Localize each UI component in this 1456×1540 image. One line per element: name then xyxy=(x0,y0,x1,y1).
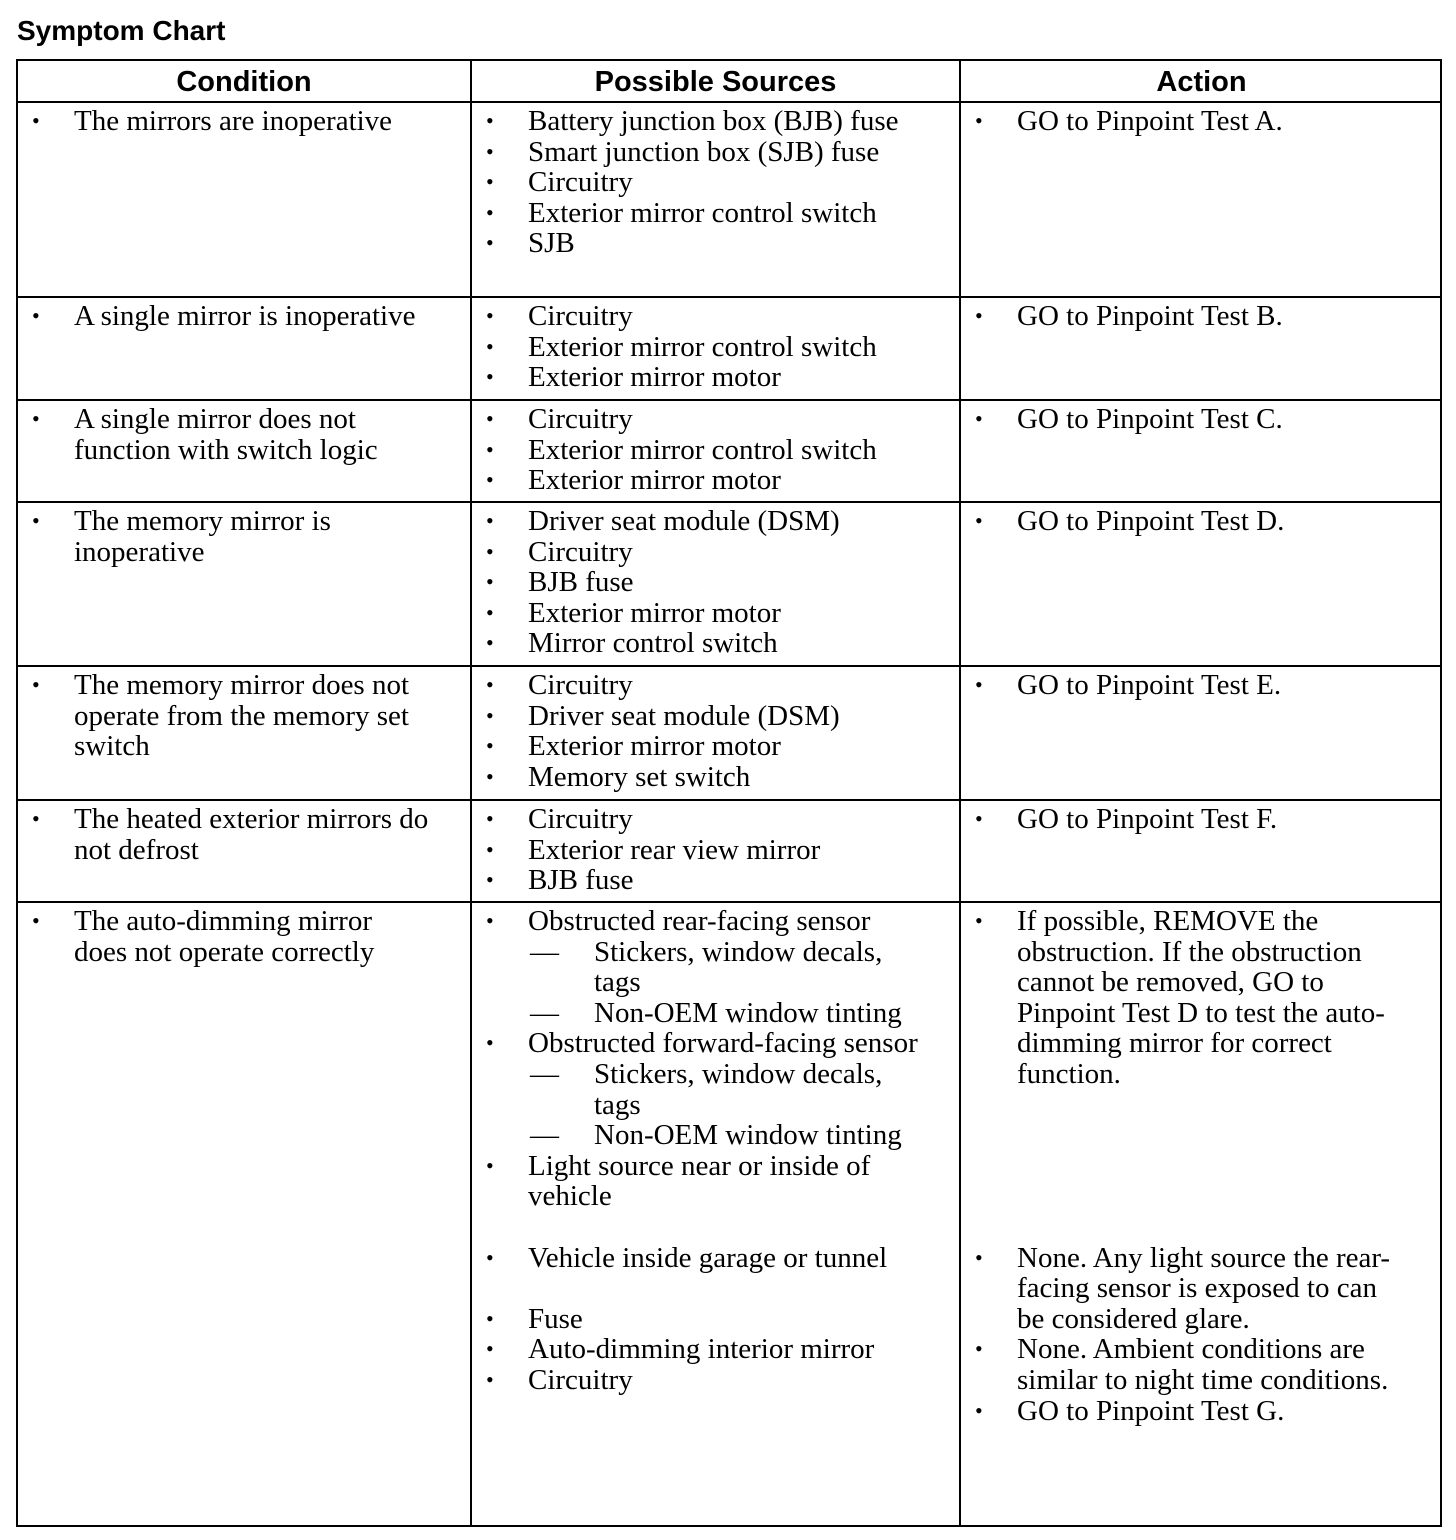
list-item: • Circuitry xyxy=(486,166,633,199)
row-5-condition xyxy=(18,670,463,762)
list-item: • The mirrors are inoperative xyxy=(32,105,393,137)
list-item: • Exterior mirror motor xyxy=(486,464,781,497)
list-item: • GO to Pinpoint Test A. xyxy=(975,105,1283,137)
list-item: • Obstructed forward-facing sensor xyxy=(486,1027,918,1060)
row-3-condition xyxy=(18,404,418,465)
list-item: • None. Any light source the rear-facing sensor is exposed to can be considered glare. xyxy=(975,1241,1391,1335)
row-5-sources xyxy=(472,670,922,792)
list-item: • Exterior mirror motor xyxy=(486,730,781,763)
list-item: • A single mirror does not function with switch logic xyxy=(32,403,378,466)
list-item: • Memory set switch xyxy=(486,760,751,793)
row-4-action xyxy=(961,506,1401,537)
sub-list-item: — Non-OEM window tinting xyxy=(530,1119,902,1152)
list-item: • BJB fuse xyxy=(486,566,634,599)
row-divider xyxy=(18,501,1440,503)
row-5-action xyxy=(961,670,1401,701)
sub-list-item: — Stickers, window decals, tags xyxy=(530,1057,883,1121)
row-4-sources xyxy=(472,506,922,659)
row-1-action xyxy=(961,106,1401,137)
list-item: • The heated exterior mirrors do not defrost xyxy=(32,803,429,866)
list-item: • Exterior mirror control switch xyxy=(486,433,877,466)
list-item: • A single mirror is inoperative xyxy=(32,300,416,332)
row-7-condition xyxy=(18,906,418,967)
symptom-table xyxy=(16,59,1442,1527)
list-item: • The auto-dimming mirror does not operate correctly xyxy=(32,905,375,968)
header-action: Action xyxy=(1156,66,1247,98)
list-item: • None. Ambient conditions are similar to night time conditions. xyxy=(975,1333,1389,1396)
list-item: • Circuitry xyxy=(486,1363,633,1396)
row-6-condition xyxy=(18,804,438,865)
row-divider xyxy=(18,296,1440,298)
list-item: • Auto-dimming interior mirror xyxy=(486,1333,875,1366)
row-divider xyxy=(18,399,1440,401)
list-item: • Circuitry xyxy=(486,535,633,568)
list-item: • BJB fuse xyxy=(486,864,634,897)
chart-title: Symptom Chart xyxy=(17,15,226,46)
list-item: • Vehicle inside garage or tunnel xyxy=(486,1241,888,1274)
row-3-action xyxy=(961,404,1401,435)
list-item: • GO to Pinpoint Test C. xyxy=(975,403,1283,435)
list-item: • GO to Pinpoint Test D. xyxy=(975,505,1285,537)
row-7-sources xyxy=(472,906,922,1396)
list-item: • Exterior rear view mirror xyxy=(486,833,821,866)
list-item: • Circuitry xyxy=(486,803,633,835)
list-item: • Smart junction box (SJB) fuse xyxy=(486,135,880,168)
list-item: • GO to Pinpoint Test F. xyxy=(975,803,1278,835)
list-item: • Circuitry xyxy=(486,669,633,701)
list-item: • Exterior mirror motor xyxy=(486,361,781,394)
list-item: • The memory mirror does not operate from the memory set switch xyxy=(32,669,410,763)
list-item: • GO to Pinpoint Test B. xyxy=(975,300,1283,332)
row-2-condition xyxy=(18,301,463,332)
list-item: • Mirror control switch xyxy=(486,627,778,660)
row-divider xyxy=(18,665,1440,667)
row-2-sources xyxy=(472,301,922,393)
list-item: • Exterior mirror motor xyxy=(486,596,781,629)
list-item: • If possible, REMOVE the obstruction. If the obstruction cannot be removed, GO to Pinpoint Test D to test the auto-dimming mirror for correct function. xyxy=(975,905,1385,1090)
list-item: • Circuitry xyxy=(486,300,633,332)
row-1-condition xyxy=(18,106,463,137)
list-item: • Obstructed rear-facing sensor xyxy=(486,905,871,937)
list-item: • Circuitry xyxy=(486,403,633,435)
row-6-action xyxy=(961,804,1401,835)
row-6-sources xyxy=(472,804,922,896)
row-divider xyxy=(18,799,1440,801)
list-item: • GO to Pinpoint Test E. xyxy=(975,669,1282,701)
list-item: • Driver seat module (DSM) xyxy=(486,505,840,537)
list-item: • Fuse xyxy=(486,1302,583,1335)
list-item: • GO to Pinpoint Test G. xyxy=(975,1394,1285,1427)
list-item: • Exterior mirror control switch xyxy=(486,330,877,363)
list-item: • The memory mirror is inoperative xyxy=(32,505,331,568)
row-3-sources xyxy=(472,404,922,496)
sub-list-item: — Non-OEM window tinting xyxy=(530,996,902,1029)
row-2-action xyxy=(961,301,1401,332)
list-item: • Driver seat module (DSM) xyxy=(486,699,840,732)
sub-list-item: — Stickers, window decals, tags xyxy=(530,935,883,999)
list-item: • Exterior mirror control switch xyxy=(486,196,877,229)
list-item: • Battery junction box (BJB) fuse xyxy=(486,105,899,137)
row-divider xyxy=(18,901,1440,903)
list-item: • SJB xyxy=(486,227,575,260)
header-possible-sources: Possible Sources xyxy=(594,66,837,98)
list-item: • Light source near or inside of vehicle xyxy=(486,1149,871,1213)
row-7-action xyxy=(961,906,1411,1426)
row-1-sources xyxy=(472,106,922,259)
row-4-condition xyxy=(18,506,388,567)
header-condition: Condition xyxy=(176,66,312,98)
